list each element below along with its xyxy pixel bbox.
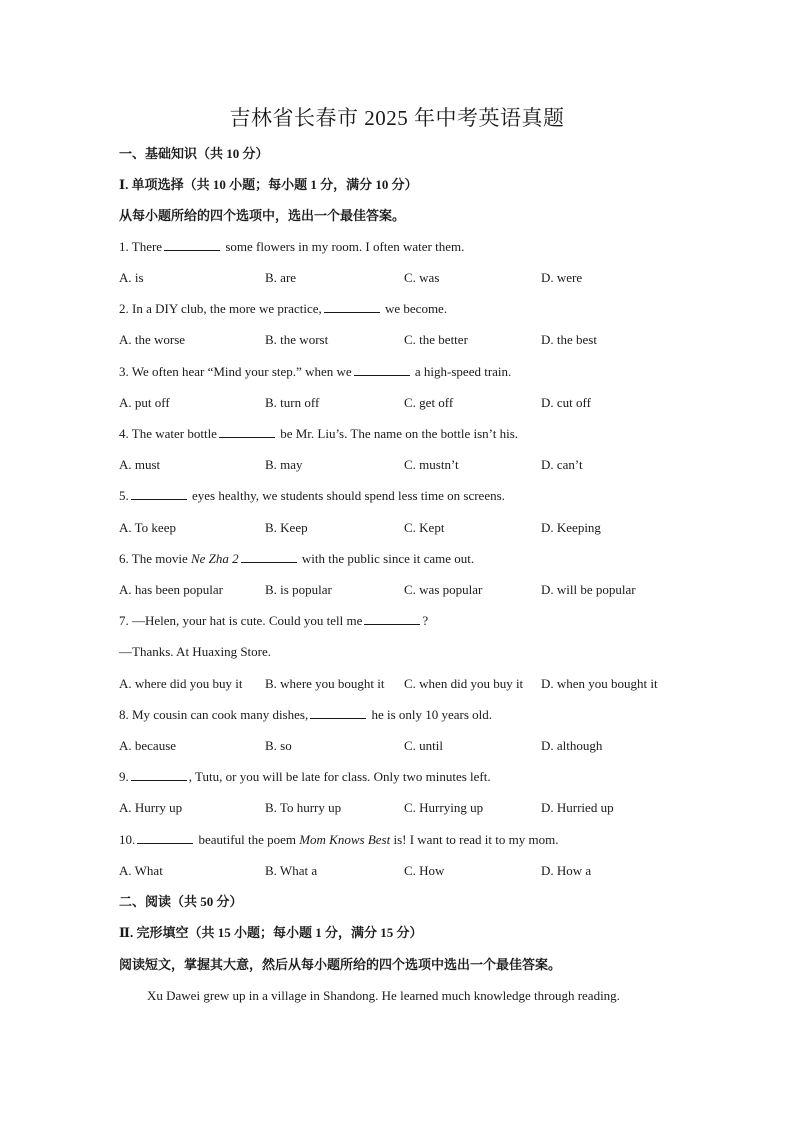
answer-blank: [354, 363, 410, 376]
question-3-stem-end: a high-speed train.: [411, 364, 512, 379]
option-c: C. when did you buy it: [404, 676, 524, 691]
question-1-stem-start: 1. There: [119, 239, 163, 254]
question-8-stem-start: 8. My cousin can cook many dishes,: [119, 707, 309, 722]
option-d: D. will be popular: [541, 582, 636, 597]
option-d: D. although: [541, 738, 603, 753]
option-d: D. How a: [541, 863, 592, 878]
question-4-stem-start: 4. The water bottle: [119, 426, 217, 441]
question-10-stem-end: is! I want to read it to my mom.: [390, 832, 559, 847]
option-a: A. the worse: [119, 332, 186, 347]
question-2-stem-end: we become.: [381, 301, 448, 316]
question-7: [119, 612, 428, 630]
answer-blank: [241, 550, 297, 563]
question-1: [119, 238, 464, 256]
option-c: C. Hurrying up: [404, 800, 484, 815]
option-b: B. What a: [265, 863, 318, 878]
option-a: A. Hurry up: [119, 800, 183, 815]
section-2-heading: 二、阅读（共 50 分）: [119, 894, 243, 909]
page-title: 吉林省长春市 2025 年中考英语真题: [229, 106, 565, 130]
question-5-stem-start: 5.: [119, 488, 129, 503]
question-2-options: [119, 331, 679, 349]
option-a: A. put off: [119, 395, 170, 410]
question-8-stem-end: he is only 10 years old.: [368, 707, 493, 722]
question-5: [119, 487, 505, 505]
section-1-heading: 一、基础知识（共 10 分）: [119, 146, 269, 161]
answer-blank: [364, 612, 420, 625]
answer-blank: [137, 831, 193, 844]
question-6-stem-end: with the public since it came out.: [298, 551, 475, 566]
question-5-stem-end: eyes healthy, we students should spend less time on screens.: [188, 488, 505, 503]
option-b: B. so: [265, 738, 292, 753]
option-d: D. cut off: [541, 395, 591, 410]
option-b: B. are: [265, 270, 297, 285]
question-1-options: [119, 269, 679, 287]
question-10: [119, 831, 558, 849]
option-a: A. has been popular: [119, 582, 223, 597]
question-6-options: [119, 581, 679, 599]
question-9-stem-end: , Tutu, or you will be late for class. Only two minutes left.: [188, 769, 491, 784]
question-10-stem-middle: beautiful the poem: [195, 832, 300, 847]
option-a: A. What: [119, 863, 163, 878]
question-10-options: [119, 862, 679, 880]
answer-blank: [131, 487, 187, 500]
question-6-stem-start: 6. The movie: [119, 551, 191, 566]
option-d: D. when you bought it: [541, 676, 658, 691]
question-2-stem-start: 2. In a DIY club, the more we practice,: [119, 301, 322, 316]
option-d: D. were: [541, 270, 583, 285]
part-2-instruction: 阅读短文，掌握其大意，然后从每小题所给的四个选项中选出一个最佳答案。: [119, 957, 562, 972]
option-b: B. Keep: [265, 520, 308, 535]
question-10-stem-start: 10.: [119, 832, 136, 847]
option-d: D. the best: [541, 332, 597, 347]
option-c: C. was popular: [404, 582, 483, 597]
part-2-heading: Ⅱ. 完形填空（共 15 小题；每小题 1 分，满分 15 分）: [119, 925, 423, 940]
answer-blank: [164, 238, 220, 251]
question-5-options: [119, 519, 679, 537]
option-a: A. must: [119, 457, 161, 472]
question-1-stem-end: some flowers in my room. I often water them.: [222, 239, 465, 254]
movie-title: Ne Zha 2: [190, 551, 239, 566]
question-9-options: [119, 799, 679, 817]
question-9: [119, 768, 491, 786]
option-c: C. How: [404, 863, 445, 878]
option-c: C. until: [404, 738, 444, 753]
option-b: B. turn off: [265, 395, 320, 410]
option-d: D. can’t: [541, 457, 583, 472]
option-a: A. To keep: [119, 520, 176, 535]
option-c: C. mustn’t: [404, 457, 459, 472]
answer-blank: [324, 300, 380, 313]
option-b: B. the worst: [265, 332, 329, 347]
option-b: B. where you bought it: [265, 676, 385, 691]
question-2: [119, 300, 447, 318]
part-1-instruction: 从每小题所给的四个选项中，选出一个最佳答案。: [119, 208, 406, 223]
question-8-options: [119, 737, 679, 755]
question-9-stem-start: 9.: [119, 769, 129, 784]
option-b: B. is popular: [265, 582, 332, 597]
question-4-stem-end: be Mr. Liu’s. The name on the bottle isn’t his.: [276, 426, 519, 441]
passage-first-line: Xu Dawei grew up in a village in Shandong. He learned much knowledge through reading.: [147, 988, 620, 1003]
answer-blank: [131, 768, 187, 781]
question-3-stem-start: 3. We often hear “Mind your step.” when we: [119, 364, 352, 379]
option-c: C. was: [404, 270, 440, 285]
question-7-reply: —Thanks. At Huaxing Store.: [119, 644, 272, 659]
option-b: B. To hurry up: [265, 800, 342, 815]
question-7-options: [119, 675, 679, 693]
question-8: [119, 706, 492, 724]
answer-blank: [219, 425, 275, 438]
option-d: D. Hurried up: [541, 800, 614, 815]
option-a: A. where did you buy it: [119, 676, 243, 691]
option-b: B. may: [265, 457, 303, 472]
option-c: C. get off: [404, 395, 454, 410]
option-c: C. Kept: [404, 520, 445, 535]
question-7-stem-start: 7. —Helen, your hat is cute. Could you tell me: [119, 613, 363, 628]
poem-title: Mom Knows Best: [299, 832, 391, 847]
option-a: A. because: [119, 738, 177, 753]
question-3: [119, 363, 511, 381]
question-6: [119, 550, 474, 568]
option-a: A. is: [119, 270, 144, 285]
question-4-options: [119, 456, 679, 474]
question-7-stem-end: ?: [422, 613, 429, 628]
question-4: [119, 425, 518, 443]
part-1-heading: Ⅰ. 单项选择（共 10 小题；每小题 1 分，满分 10 分）: [119, 177, 418, 192]
option-c: C. the better: [404, 332, 468, 347]
option-d: D. Keeping: [541, 520, 601, 535]
answer-blank: [310, 706, 366, 719]
question-3-options: [119, 394, 679, 412]
